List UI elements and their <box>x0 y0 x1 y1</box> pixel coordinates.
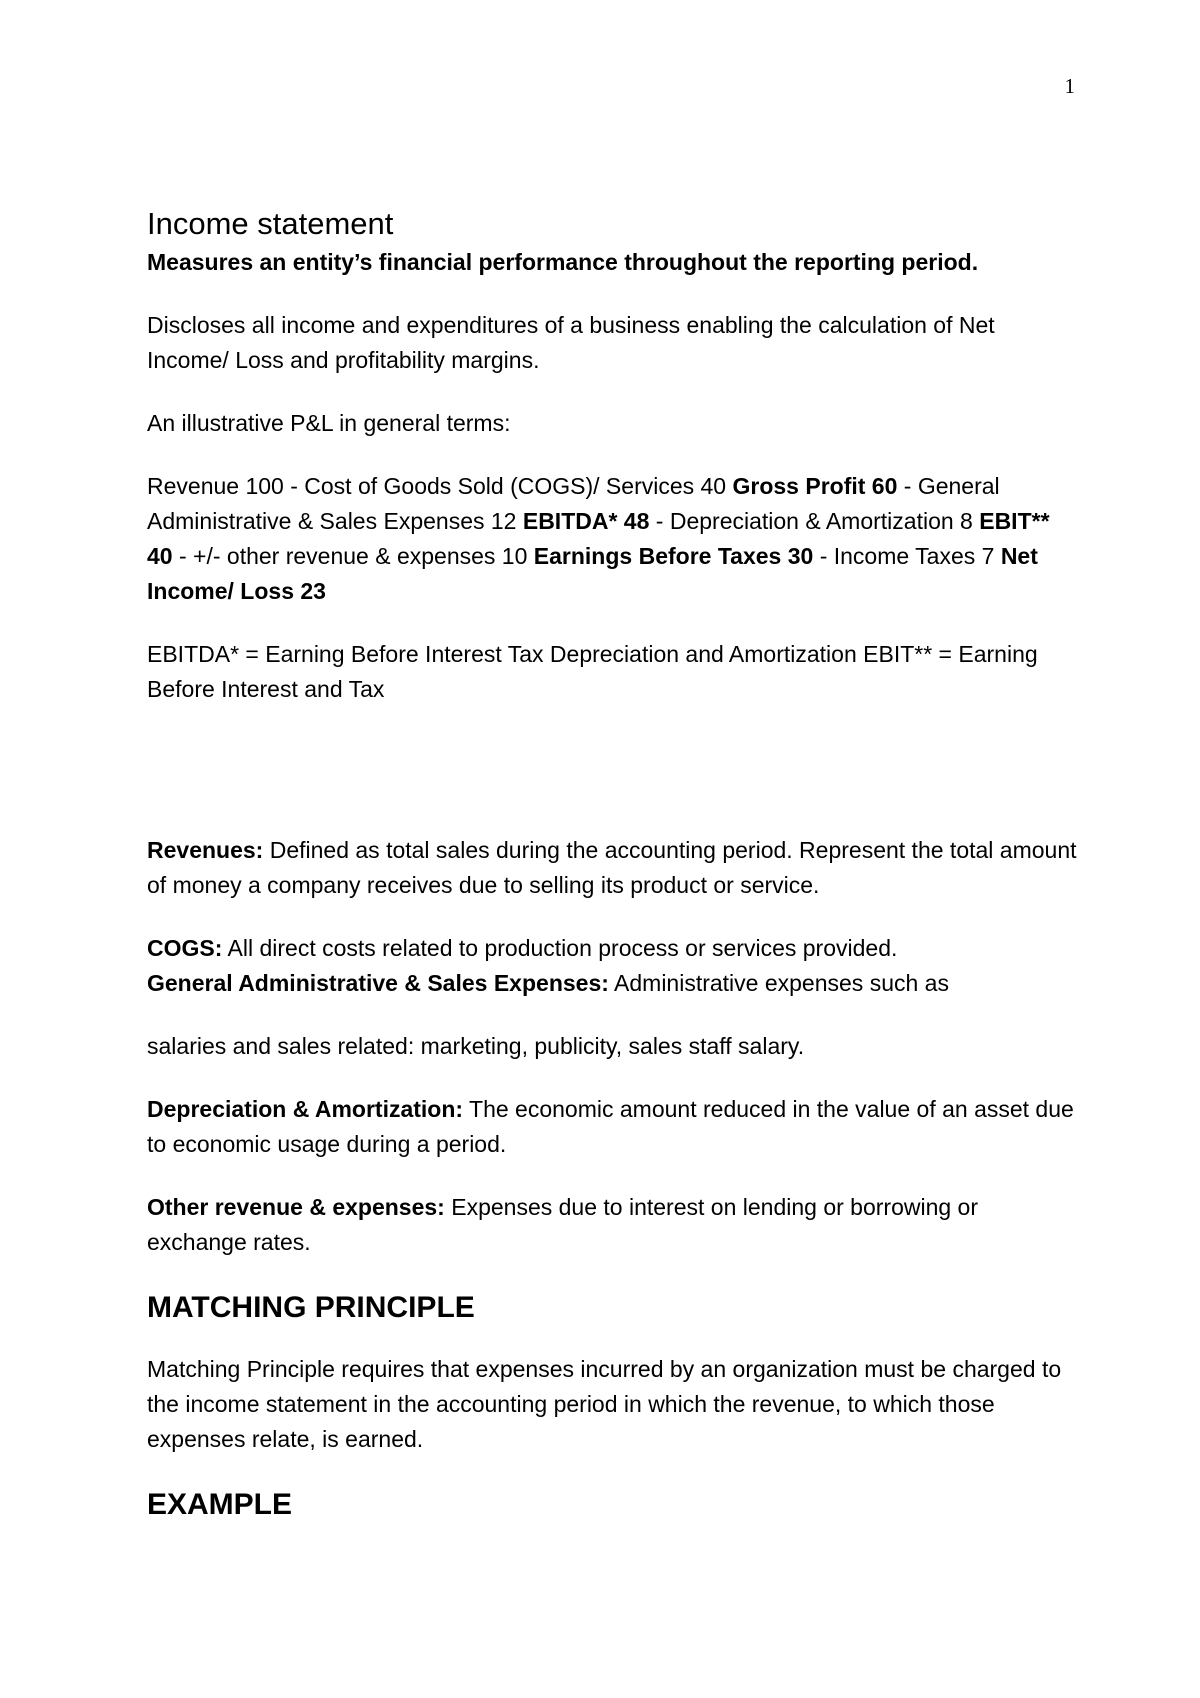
definition-text: All direct costs related to production process or services provided. <box>222 935 898 961</box>
spacer <box>147 735 1077 833</box>
definition-text: Administrative expenses such as <box>608 970 949 996</box>
pl-text: - Income Taxes 7 <box>813 543 1001 569</box>
pl-text: - +/- other revenue & expenses 10 <box>172 543 534 569</box>
definition-term: Revenues: <box>147 837 264 863</box>
definition-depreciation <box>147 1092 1077 1162</box>
pl-example-paragraph <box>147 469 1077 609</box>
definition-other <box>147 1190 1077 1260</box>
subtitle <box>147 245 1077 280</box>
pl-subtotal: Gross Profit 60 <box>732 473 898 499</box>
definition-gas <box>147 966 1077 1001</box>
page-number: 1 <box>1064 74 1075 98</box>
pl-text: - Depreciation & Amortization 8 <box>649 508 980 534</box>
definition-text: The economic amount reduced in the value of an asset due to economic usage during a period. <box>147 1096 1074 1157</box>
subtitle-text: Measures an entity’s financial performance throughout the reporting period. <box>147 249 979 275</box>
footnote-paragraph: EBITDA* = Earning Before Interest Tax Depreciation and Amortization EBIT** = Earning Before Interest and Tax <box>147 641 1038 702</box>
document-body <box>147 203 1077 1549</box>
definition-term: Depreciation & Amortization: <box>147 1096 464 1122</box>
definition-cogs <box>147 931 1077 966</box>
definition-term: COGS: <box>147 935 223 961</box>
definition-text: Defined as total sales during the accounting period. Represent the total amount of money a company receives due to selling its product or service. <box>147 837 1077 898</box>
matching-principle-paragraph: Matching Principle requires that expenses incurred by an organization must be charged to the income statement in the accounting period in which the revenue, to which those expenses relate, is earned. <box>147 1356 1062 1452</box>
pl-subtotal: EBIT** 40 <box>147 508 1050 569</box>
definition-revenues <box>147 833 1077 903</box>
pl-subtotal: Net Income/ Loss 23 <box>147 543 1038 604</box>
pl-text: - General Administrative & Sales Expenses 12 <box>147 473 1000 534</box>
definition-gas-continued: salaries and sales related: marketing, publicity, sales staff salary. <box>147 1033 805 1059</box>
pl-text: Revenue 100 - Cost of Goods Sold (COGS)/ Services 40 <box>147 473 733 499</box>
pl-subtotal: Earnings Before Taxes 30 <box>533 543 814 569</box>
illustrative-label: An illustrative P&L in general terms: <box>147 410 511 436</box>
matching-principle-heading: MATCHING PRINCIPLE <box>147 1291 475 1324</box>
definition-term: General Administrative & Sales Expenses: <box>147 970 609 996</box>
pl-subtotal: EBITDA* 48 <box>522 508 650 534</box>
page-title: Income statement <box>147 206 394 241</box>
intro-paragraph: Discloses all income and expenditures of a business enabling the calculation of Net Income/ Loss and profitability margins. <box>147 312 995 373</box>
definition-term: Other revenue & expenses: <box>147 1194 445 1220</box>
example-heading: EXAMPLE <box>147 1488 293 1521</box>
definition-text: Expenses due to interest on lending or borrowing or exchange rates. <box>147 1194 978 1255</box>
